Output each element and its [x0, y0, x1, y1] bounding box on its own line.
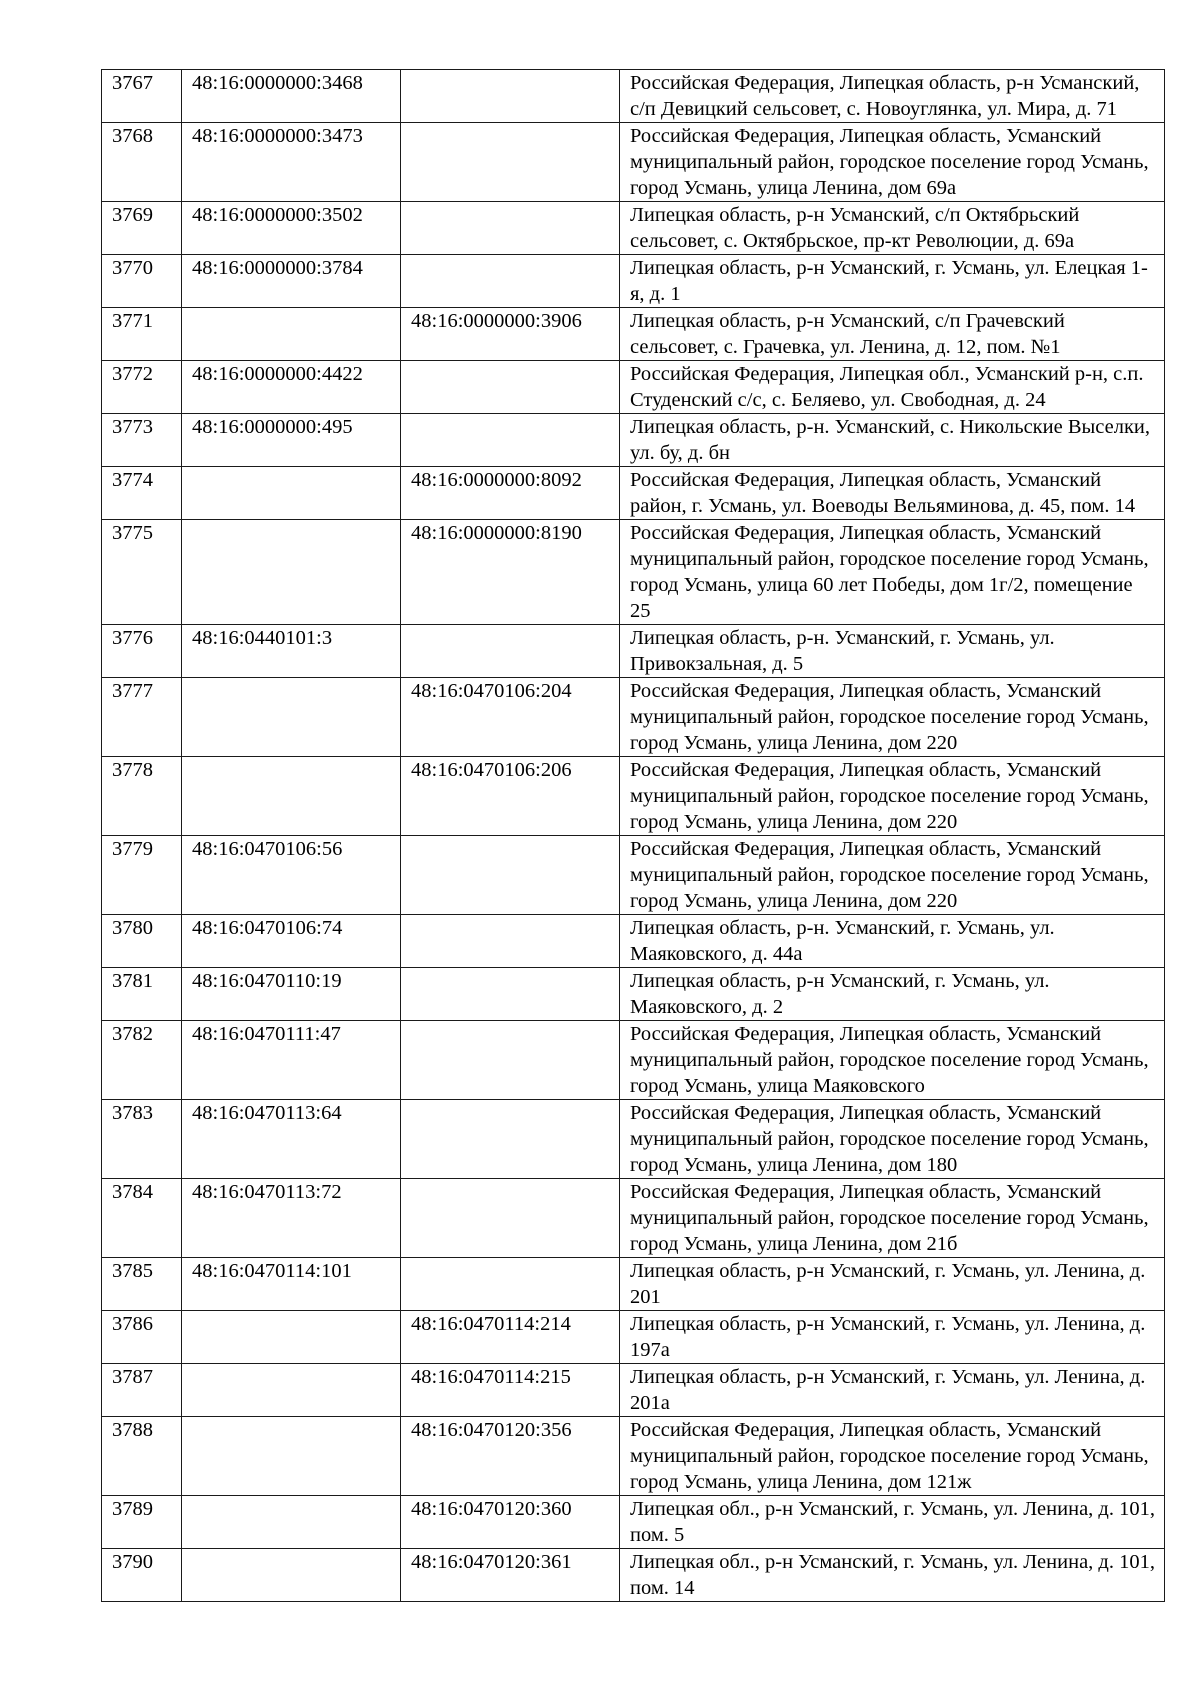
land-cadastral-cell [182, 1417, 401, 1496]
land-cadastral-cell: 48:16:0000000:3502 [182, 202, 401, 255]
object-cadastral-cell [401, 1100, 620, 1179]
row-number-cell: 3777 [102, 678, 182, 757]
row-number-cell: 3788 [102, 1417, 182, 1496]
address-cell: Российская Федерация, Липецкая область, Усманский муниципальный район, городское поселение город Усмань, город Усмань, улица Ленина, дом 220 [620, 678, 1165, 757]
address-cell: Российская Федерация, Липецкая область, Усманский муниципальный район, городское поселение город Усмань, город Усмань, улица Маяковского [620, 1021, 1165, 1100]
address-cell: Липецкая область, р-н Усманский, г. Усмань, ул. Ленина, д. 201 [620, 1258, 1165, 1311]
table-row [102, 1549, 1165, 1602]
address-cell: Российская Федерация, Липецкая область, Усманский муниципальный район, городское поселение город Усмань, город Усмань, улица Ленина, дом 220 [620, 757, 1165, 836]
land-cadastral-cell: 48:16:0000000:495 [182, 414, 401, 467]
object-cadastral-cell [401, 836, 620, 915]
land-cadastral-cell: 48:16:0000000:3473 [182, 123, 401, 202]
table-row [102, 1311, 1165, 1364]
object-cadastral-cell [401, 968, 620, 1021]
land-cadastral-cell [182, 1496, 401, 1549]
table-row [102, 520, 1165, 625]
registry-table-body [102, 70, 1165, 1602]
land-cadastral-cell: 48:16:0000000:3784 [182, 255, 401, 308]
land-cadastral-cell [182, 520, 401, 625]
address-cell: Липецкая область, р-н Усманский, с/п Октябрьский сельсовет, с. Октябрьское, пр-кт Революции, д. 69а [620, 202, 1165, 255]
row-number-cell: 3771 [102, 308, 182, 361]
row-number-cell: 3773 [102, 414, 182, 467]
address-cell: Российская Федерация, Липецкая обл., Усманский р-н, с.п. Студенский с/с, с. Беляево, ул. Свободная, д. 24 [620, 361, 1165, 414]
registry-table [101, 69, 1165, 1602]
row-number-cell: 3776 [102, 625, 182, 678]
land-cadastral-cell [182, 1311, 401, 1364]
row-number-cell: 3787 [102, 1364, 182, 1417]
table-row [102, 202, 1165, 255]
land-cadastral-cell [182, 757, 401, 836]
row-number-cell: 3774 [102, 467, 182, 520]
row-number-cell: 3780 [102, 915, 182, 968]
address-cell: Российская Федерация, Липецкая область, Усманский район, г. Усмань, ул. Воеводы Вельяминова, д. 45, пом. 14 [620, 467, 1165, 520]
table-row [102, 1179, 1165, 1258]
row-number-cell: 3767 [102, 70, 182, 123]
land-cadastral-cell: 48:16:0000000:4422 [182, 361, 401, 414]
address-cell: Липецкая область, р-н Усманский, г. Усмань, ул. Ленина, д. 201а [620, 1364, 1165, 1417]
row-number-cell: 3781 [102, 968, 182, 1021]
address-cell: Липецкая область, р-н Усманский, г. Усмань, ул. Ленина, д. 197а [620, 1311, 1165, 1364]
object-cadastral-cell [401, 361, 620, 414]
table-row [102, 1364, 1165, 1417]
row-number-cell: 3790 [102, 1549, 182, 1602]
object-cadastral-cell: 48:16:0470114:214 [401, 1311, 620, 1364]
land-cadastral-cell: 48:16:0470111:47 [182, 1021, 401, 1100]
object-cadastral-cell [401, 70, 620, 123]
land-cadastral-cell [182, 308, 401, 361]
land-cadastral-cell: 48:16:0000000:3468 [182, 70, 401, 123]
land-cadastral-cell: 48:16:0470106:56 [182, 836, 401, 915]
object-cadastral-cell [401, 915, 620, 968]
row-number-cell: 3772 [102, 361, 182, 414]
address-cell: Российская Федерация, Липецкая область, р-н Усманский, с/п Девицкий сельсовет, с. Новоуглянка, ул. Мира, д. 71 [620, 70, 1165, 123]
row-number-cell: 3782 [102, 1021, 182, 1100]
address-cell: Российская Федерация, Липецкая область, Усманский муниципальный район, городское поселение город Усмань, город Усмань, улица Ленина, дом 21б [620, 1179, 1165, 1258]
row-number-cell: 3768 [102, 123, 182, 202]
table-row [102, 1021, 1165, 1100]
table-row [102, 1496, 1165, 1549]
land-cadastral-cell: 48:16:0470113:72 [182, 1179, 401, 1258]
table-row [102, 1100, 1165, 1179]
object-cadastral-cell [401, 1258, 620, 1311]
address-cell: Липецкая область, р-н Усманский, г. Усмань, ул. Елецкая 1-я, д. 1 [620, 255, 1165, 308]
object-cadastral-cell: 48:16:0470114:215 [401, 1364, 620, 1417]
land-cadastral-cell [182, 467, 401, 520]
address-cell: Липецкая область, р-н. Усманский, с. Никольские Выселки, ул. бу, д. бн [620, 414, 1165, 467]
address-cell: Липецкая область, р-н. Усманский, г. Усмань, ул. Маяковского, д. 44а [620, 915, 1165, 968]
address-cell: Липецкая область, р-н. Усманский, г. Усмань, ул. Привокзальная, д. 5 [620, 625, 1165, 678]
row-number-cell: 3785 [102, 1258, 182, 1311]
table-row [102, 414, 1165, 467]
address-cell: Российская Федерация, Липецкая область, Усманский муниципальный район, городское поселение город Усмань, город Усмань, улица Ленина, дом 121ж [620, 1417, 1165, 1496]
address-cell: Липецкая обл., р-н Усманский, г. Усмань, ул. Ленина, д. 101, пом. 5 [620, 1496, 1165, 1549]
object-cadastral-cell: 48:16:0000000:8092 [401, 467, 620, 520]
table-row [102, 1417, 1165, 1496]
table-row [102, 255, 1165, 308]
table-row [102, 836, 1165, 915]
object-cadastral-cell: 48:16:0000000:3906 [401, 308, 620, 361]
table-row [102, 968, 1165, 1021]
row-number-cell: 3784 [102, 1179, 182, 1258]
object-cadastral-cell: 48:16:0470106:206 [401, 757, 620, 836]
land-cadastral-cell [182, 1364, 401, 1417]
land-cadastral-cell: 48:16:0470110:19 [182, 968, 401, 1021]
table-row [102, 123, 1165, 202]
address-cell: Липецкая обл., р-н Усманский, г. Усмань, ул. Ленина, д. 101, пом. 14 [620, 1549, 1165, 1602]
table-row [102, 1258, 1165, 1311]
land-cadastral-cell: 48:16:0470106:74 [182, 915, 401, 968]
table-row [102, 625, 1165, 678]
row-number-cell: 3786 [102, 1311, 182, 1364]
object-cadastral-cell: 48:16:0470120:360 [401, 1496, 620, 1549]
address-cell: Липецкая область, р-н Усманский, г. Усмань, ул. Маяковского, д. 2 [620, 968, 1165, 1021]
object-cadastral-cell [401, 202, 620, 255]
address-cell: Российская Федерация, Липецкая область, Усманский муниципальный район, городское поселение город Усмань, город Усмань, улица Ленина, дом 220 [620, 836, 1165, 915]
address-cell: Российская Федерация, Липецкая область, Усманский муниципальный район, городское поселение город Усмань, город Усмань, улица Ленина, дом 69а [620, 123, 1165, 202]
table-row [102, 361, 1165, 414]
address-cell: Российская Федерация, Липецкая область, Усманский муниципальный район, городское поселение город Усмань, город Усмань, улица Ленина, дом 180 [620, 1100, 1165, 1179]
object-cadastral-cell: 48:16:0470120:356 [401, 1417, 620, 1496]
table-row [102, 757, 1165, 836]
object-cadastral-cell: 48:16:0470106:204 [401, 678, 620, 757]
land-cadastral-cell: 48:16:0470113:64 [182, 1100, 401, 1179]
object-cadastral-cell [401, 414, 620, 467]
row-number-cell: 3783 [102, 1100, 182, 1179]
land-cadastral-cell: 48:16:0440101:3 [182, 625, 401, 678]
row-number-cell: 3789 [102, 1496, 182, 1549]
table-row [102, 308, 1165, 361]
object-cadastral-cell [401, 123, 620, 202]
row-number-cell: 3770 [102, 255, 182, 308]
table-row [102, 70, 1165, 123]
object-cadastral-cell [401, 625, 620, 678]
object-cadastral-cell [401, 255, 620, 308]
land-cadastral-cell [182, 1549, 401, 1602]
row-number-cell: 3778 [102, 757, 182, 836]
row-number-cell: 3779 [102, 836, 182, 915]
row-number-cell: 3775 [102, 520, 182, 625]
table-row [102, 915, 1165, 968]
table-row [102, 678, 1165, 757]
address-cell: Российская Федерация, Липецкая область, Усманский муниципальный район, городское поселение город Усмань, город Усмань, улица 60 лет Победы, дом 1г/2, помещение 25 [620, 520, 1165, 625]
object-cadastral-cell: 48:16:0000000:8190 [401, 520, 620, 625]
object-cadastral-cell [401, 1179, 620, 1258]
row-number-cell: 3769 [102, 202, 182, 255]
land-cadastral-cell: 48:16:0470114:101 [182, 1258, 401, 1311]
table-row [102, 467, 1165, 520]
address-cell: Липецкая область, р-н Усманский, с/п Грачевский сельсовет, с. Грачевка, ул. Ленина, д. 12, пом. №1 [620, 308, 1165, 361]
object-cadastral-cell: 48:16:0470120:361 [401, 1549, 620, 1602]
land-cadastral-cell [182, 678, 401, 757]
object-cadastral-cell [401, 1021, 620, 1100]
